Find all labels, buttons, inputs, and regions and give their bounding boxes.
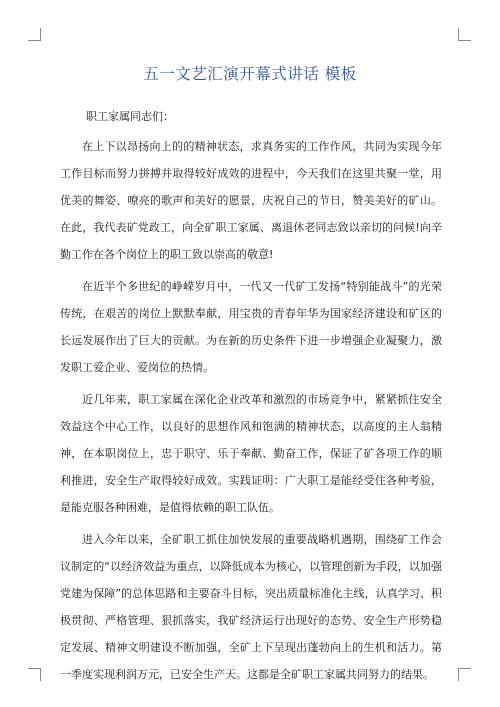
document-title: 五一文艺汇演开幕式讲话 模板 [143, 65, 357, 83]
paragraph: 进入今年以来，全矿职工抓住加快发展的重要战略机遇期，围绕矿工作会议制定的“以经济效益为重点，以降低成本为核心，以管理创新为手段，以加强党建为保障”的总体思路和主要奋斗目标，突出质量标准化主线，认真学习、积极贯彻、严格管理、狠抓落实，我矿经济运行出现好的态势、安全生产形势稳定发展、精神文明建设不断加强，全矿上下呈现出蓬勃向上的生机和活力。第一季度实现利润万元，已安全生产天。这都是全矿职工家属共同努力的结果。 [60, 533, 442, 681]
crop-mark-bottom-right [458, 668, 471, 681]
document-body [60, 133, 442, 693]
paragraph: 在近半个多世纪的峥嵘岁月中，一代又一代矿工发扬“特别能战斗”的光荣传统，在艰苦的岗位上默默奉献，用宝贵的青春年华为国家经济建设和矿区的长远发展作出了巨大的贡献。为在新的历史条件下进一步增强企业凝聚力，激发职工爱企业、爱岗位的热情。 [60, 280, 442, 374]
crop-mark-top-right [458, 28, 471, 41]
paragraph: 在上下以昂扬向上的的精神状态，求真务实的工作作风，共同为实现今年工作目标而努力拼搏并取得较好成效的进程中，今天我们在这里共聚一堂，用优美的舞姿、嘹亮的歌声和美好的愿景，庆祝自己的节日，赞美美好的矿山。在此，我代表矿党政工，向全矿职工家属、离退休老同志致以亲切的问候!向辛勤工作在各个岗位上的职工致以崇高的敬意! [60, 140, 442, 261]
salutation: 职工家属同志们： [86, 110, 174, 123]
paragraph: 近几年来，职工家属在深化企业改革和激烈的市场竞争中，紧紧抓住安全效益这个中心工作，以良好的思想作风和饱满的精神状态，以高度的主人翁精神，在本职岗位上，忠于职守、乐于奉献、勤奋工作，保证了矿各项工作的顺利推进，安全生产取得较好成效。实践证明：广大职工是能经受住各种考验，是能克服各种困难，是值得依赖的职工队伍。 [60, 393, 442, 514]
crop-mark-top-left [28, 28, 41, 41]
crop-mark-bottom-left [28, 668, 41, 681]
